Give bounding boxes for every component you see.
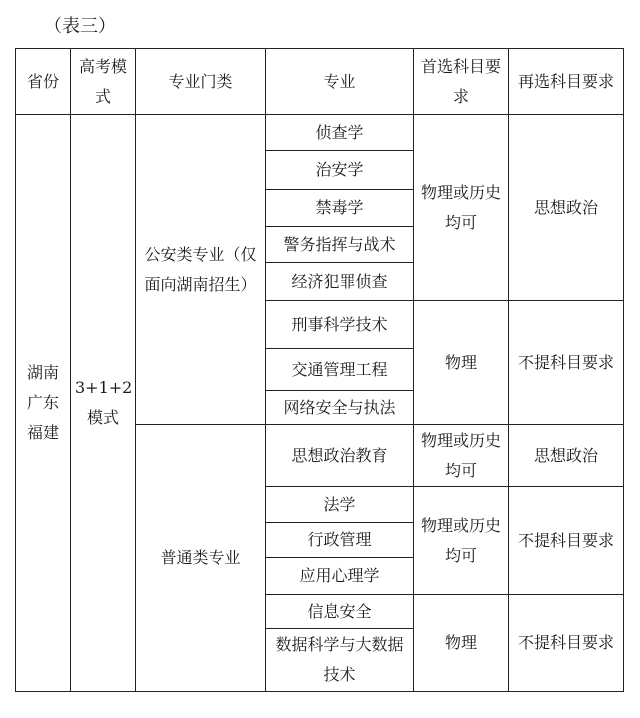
first-subject-cell: 物理或历史均可 — [414, 115, 509, 301]
province-cell: 湖南广东福建 — [16, 115, 71, 692]
second-subject-cell: 不提科目要求 — [509, 595, 624, 692]
major-cell: 法学 — [266, 487, 414, 523]
major-cell: 禁毒学 — [266, 190, 414, 227]
second-subject-cell: 思想政治 — [509, 115, 624, 301]
category-cell-general: 普通类专业 — [136, 425, 266, 692]
first-subject-cell: 物理或历史均可 — [414, 425, 509, 487]
major-cell: 行政管理 — [266, 523, 414, 558]
major-cell: 数据科学与大数据技术 — [266, 629, 414, 692]
second-subject-cell: 不提科目要求 — [509, 301, 624, 425]
table-caption: （表三） — [44, 16, 116, 37]
mode-cell: 3+1+2模式 — [71, 115, 136, 692]
major-cell: 信息安全 — [266, 595, 414, 629]
first-subject-cell: 物理 — [414, 595, 509, 692]
major-cell: 警务指挥与战术 — [266, 227, 414, 263]
major-cell: 应用心理学 — [266, 558, 414, 595]
header-second-subject: 再选科目要求 — [509, 49, 624, 115]
first-subject-cell: 物理或历史均可 — [414, 487, 509, 595]
major-cell: 刑事科学技术 — [266, 301, 414, 349]
major-cell: 思想政治教育 — [266, 425, 414, 487]
major-cell: 经济犯罪侦查 — [266, 263, 414, 301]
category-cell-police: 公安类专业（仅面向湖南招生） — [136, 115, 266, 425]
second-subject-cell: 不提科目要求 — [509, 487, 624, 595]
major-cell: 交通管理工程 — [266, 349, 414, 391]
header-row — [16, 49, 624, 115]
major-cell: 侦查学 — [266, 115, 414, 151]
subject-requirements-table — [15, 48, 624, 692]
major-cell: 治安学 — [266, 151, 414, 190]
header-category: 专业门类 — [136, 49, 266, 115]
header-province: 省份 — [16, 49, 71, 115]
header-mode: 高考模式 — [71, 49, 136, 115]
first-subject-cell: 物理 — [414, 301, 509, 425]
header-first-subject: 首选科目要求 — [414, 49, 509, 115]
header-major: 专业 — [266, 49, 414, 115]
second-subject-cell: 思想政治 — [509, 425, 624, 487]
table-row — [16, 115, 624, 151]
major-cell: 网络安全与执法 — [266, 391, 414, 425]
